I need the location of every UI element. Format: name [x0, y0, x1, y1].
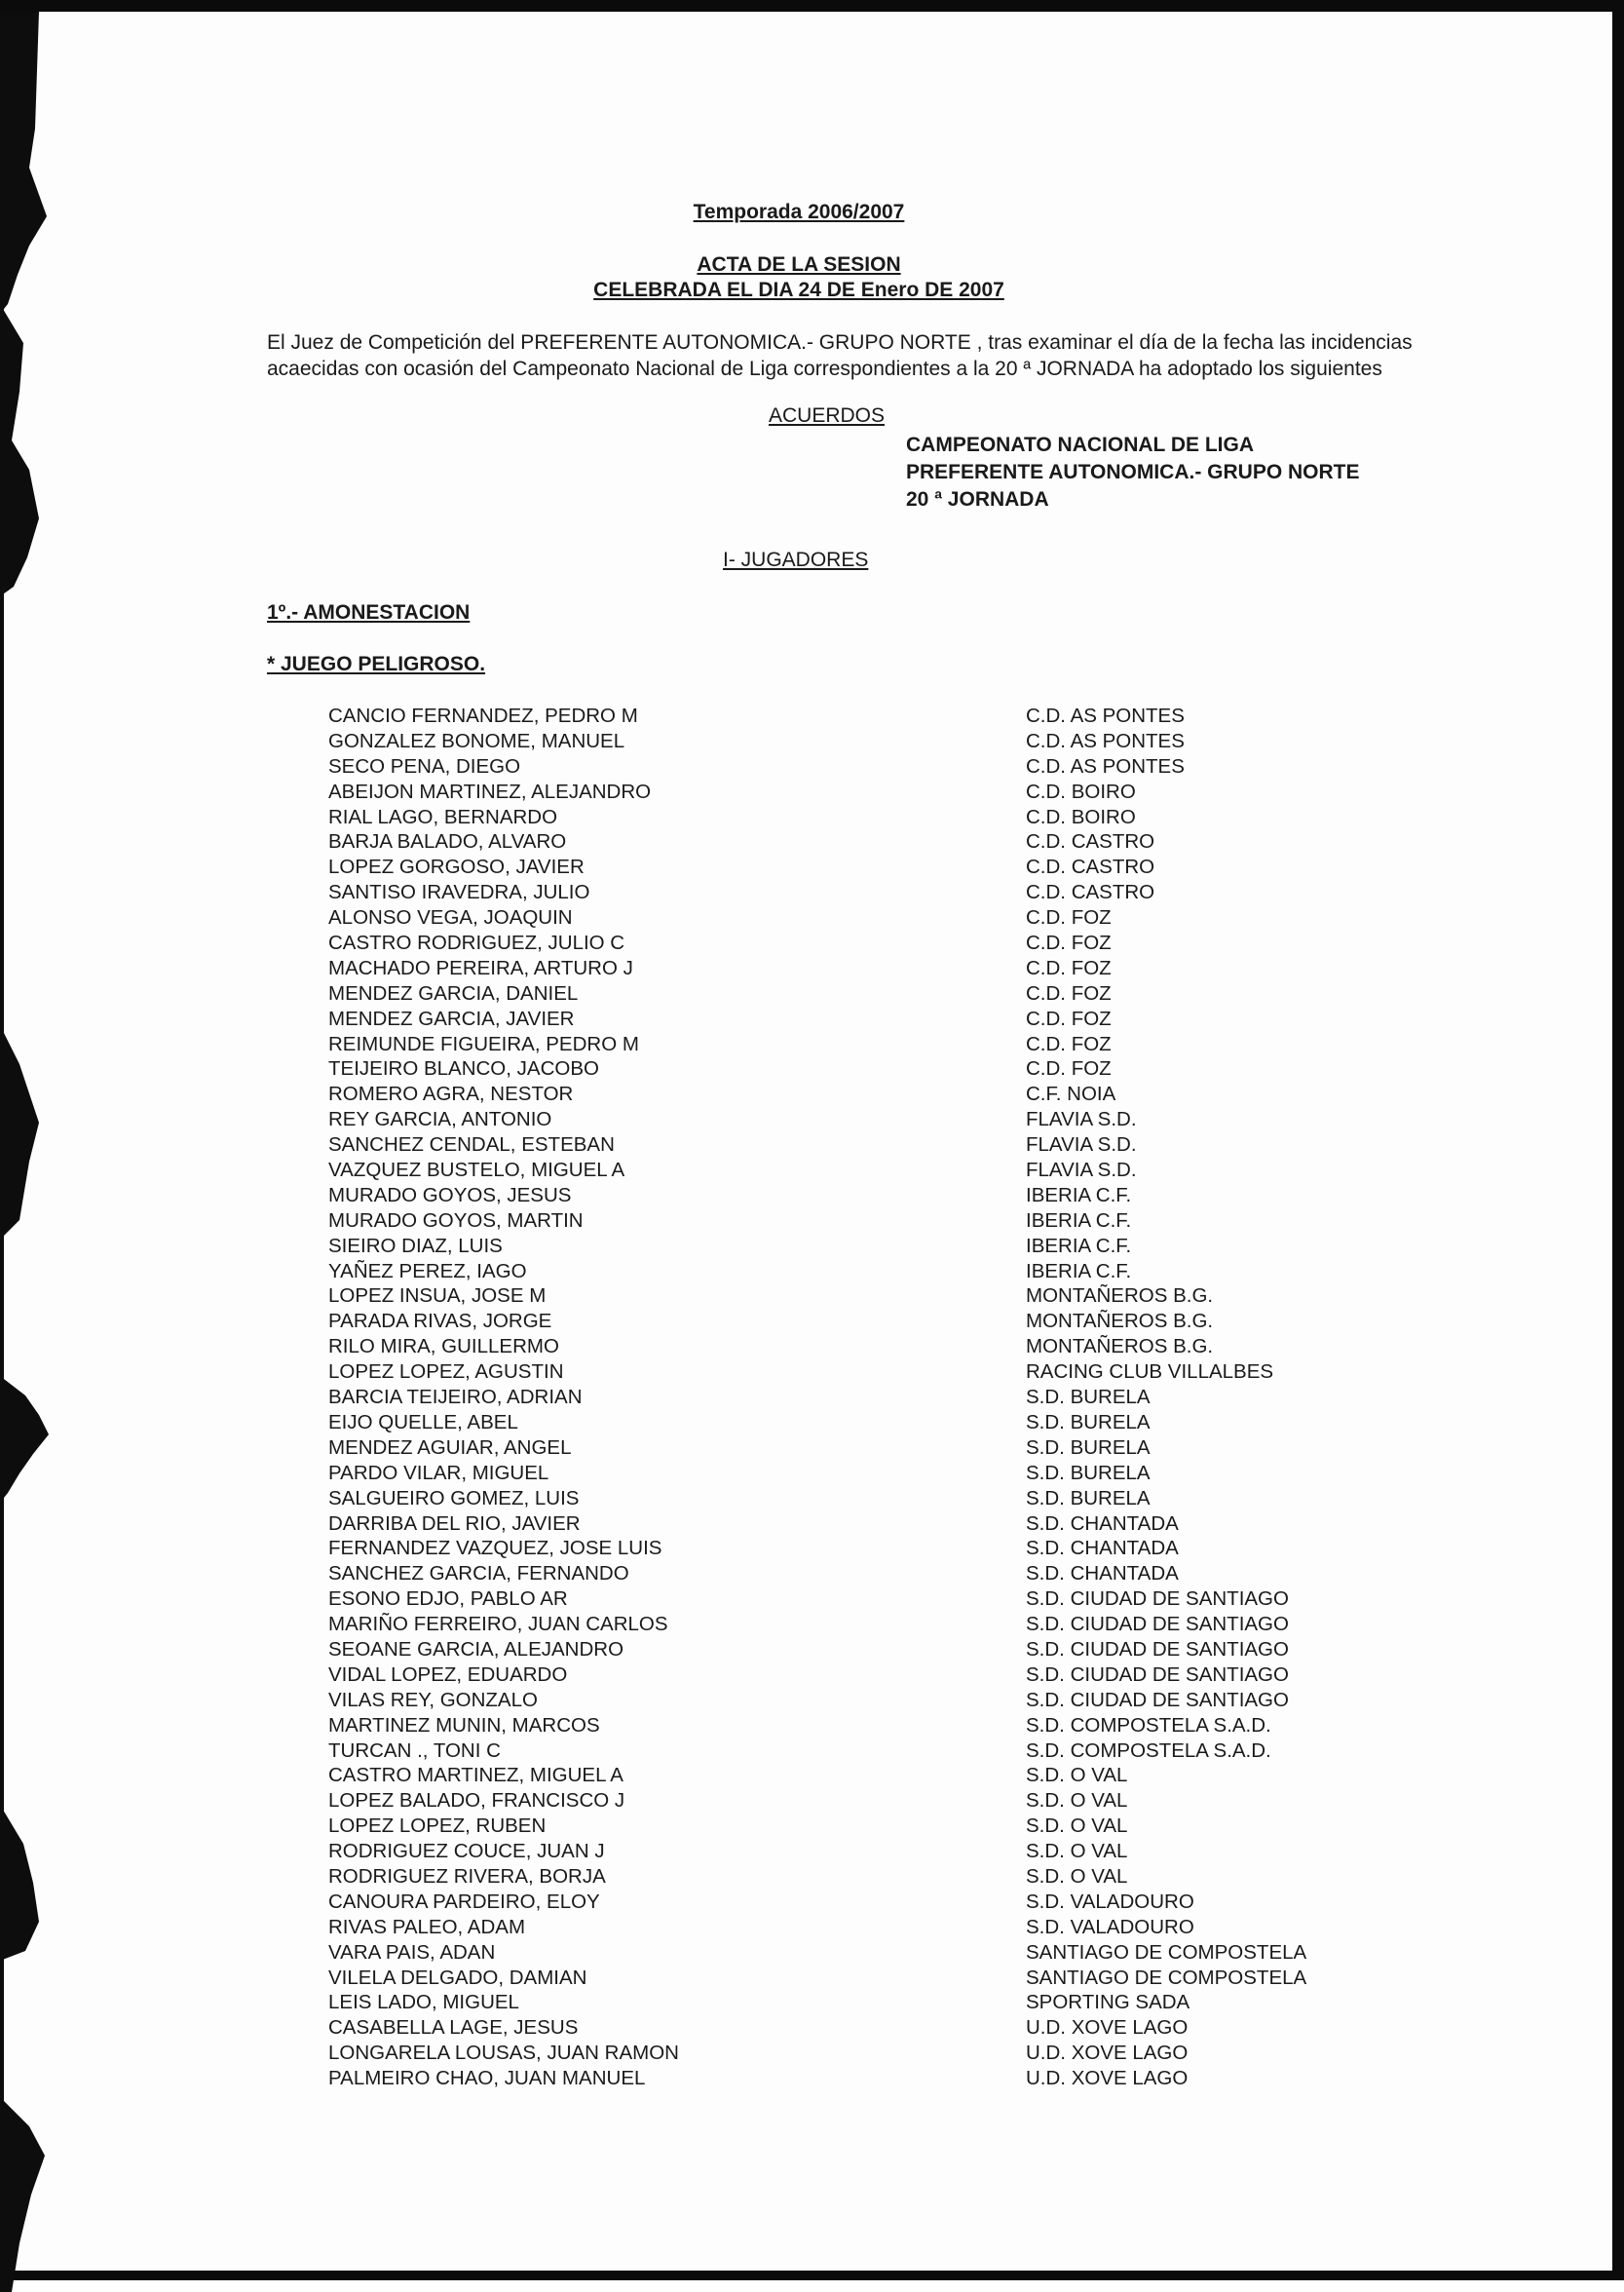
player-club: FLAVIA S.D. — [1026, 1159, 1137, 1182]
intro-line-2: acaecidas con ocasión del Campeonato Nacional de Liga correspondientes a la 20 ª JORNADA ha adoptado los siguientes — [267, 358, 1382, 380]
player-name: TEIJEIRO BLANCO, JACOBO — [328, 1057, 599, 1081]
players-list — [328, 704, 1400, 2091]
player-name: BARJA BALADO, ALVARO — [328, 830, 567, 854]
list-item — [328, 1788, 1400, 1814]
player-name: MACHADO PEREIRA, ARTURO J — [328, 956, 633, 979]
list-item — [328, 2015, 1400, 2041]
player-name: BARCIA TEIJEIRO, ADRIAN — [328, 1386, 583, 1409]
player-name: LOPEZ INSUA, JOSE M — [328, 1284, 547, 1308]
list-item — [328, 1612, 1400, 1637]
player-name: VAZQUEZ BUSTELO, MIGUEL A — [328, 1159, 625, 1182]
player-club: SANTIAGO DE COMPOSTELA — [1026, 1966, 1307, 1989]
player-name: LOPEZ LOPEZ, RUBEN — [328, 1814, 547, 1838]
intro-line-1: El Juez de Competición del PREFERENTE AUTONOMICA.- GRUPO NORTE , tras examinar el día de la fecha las incidencias — [267, 331, 1413, 354]
player-name: ABEIJON MARTINEZ, ALEJANDRO — [328, 780, 652, 803]
player-club: C.D. FOZ — [1026, 1032, 1112, 1055]
player-club: S.D. CHANTADA — [1026, 1537, 1179, 1560]
player-name: YAÑEZ PEREZ, IAGO — [328, 1259, 527, 1282]
player-club: C.D. CASTRO — [1026, 856, 1155, 879]
player-club: S.D. BURELA — [1026, 1386, 1151, 1409]
player-club: S.D. VALADOURO — [1026, 1915, 1194, 1938]
player-club: S.D. COMPOSTELA S.A.D. — [1026, 1713, 1271, 1737]
list-item — [328, 1511, 1400, 1537]
player-club: IBERIA C.F. — [1026, 1234, 1132, 1257]
season-title: Temporada 2006/2007 — [693, 201, 905, 223]
player-name: CANCIO FERNANDEZ, PEDRO M — [328, 705, 638, 727]
competition-line-3: 20 ª JORNADA — [906, 488, 1049, 511]
list-item — [328, 1915, 1400, 1940]
torn-left-edge — [0, 12, 68, 2292]
player-club: MONTAÑEROS B.G. — [1026, 1284, 1214, 1308]
player-name: LOPEZ BALADO, FRANCISCO J — [328, 1789, 625, 1813]
player-name: MENDEZ AGUIAR, ANGEL — [328, 1435, 572, 1459]
list-item — [328, 1435, 1400, 1461]
list-item — [328, 981, 1400, 1007]
list-item — [328, 1990, 1400, 2015]
list-item — [328, 805, 1400, 830]
list-item — [328, 1864, 1400, 1890]
player-club: SPORTING SADA — [1026, 1991, 1190, 2014]
player-name: RIVAS PALEO, ADAM — [328, 1915, 526, 1938]
player-name: RODRIGUEZ RIVERA, BORJA — [328, 1864, 606, 1888]
player-name: EIJO QUELLE, ABEL — [328, 1410, 518, 1433]
player-name: SALGUEIRO GOMEZ, LUIS — [328, 1486, 580, 1509]
player-name: RIAL LAGO, BERNARDO — [328, 805, 558, 828]
player-club: S.D. O VAL — [1026, 1789, 1128, 1813]
player-name: LOPEZ LOPEZ, AGUSTIN — [328, 1360, 564, 1384]
list-item — [328, 1461, 1400, 1486]
player-club: S.D. COMPOSTELA S.A.D. — [1026, 1738, 1271, 1762]
player-club: SANTIAGO DE COMPOSTELA — [1026, 1940, 1307, 1964]
player-club: S.D. VALADOURO — [1026, 1890, 1194, 1913]
list-item — [328, 754, 1400, 780]
player-name: SANTISO IRAVEDRA, JULIO — [328, 881, 590, 904]
player-club: C.D. FOZ — [1026, 1007, 1112, 1030]
player-name: CASTRO RODRIGUEZ, JULIO C — [328, 932, 625, 955]
player-club: S.D. CIUDAD DE SANTIAGO — [1026, 1688, 1289, 1711]
player-name: RILO MIRA, GUILLERMO — [328, 1335, 559, 1358]
list-item — [328, 1385, 1400, 1410]
player-name: MARTINEZ MUNIN, MARCOS — [328, 1713, 600, 1737]
player-name: ROMERO AGRA, NESTOR — [328, 1083, 574, 1106]
list-item — [328, 1688, 1400, 1713]
player-name: TURCAN ., TONI C — [328, 1738, 501, 1762]
list-item — [328, 1259, 1400, 1284]
subsection-amonestacion: 1º.- AMONESTACION — [267, 601, 471, 624]
list-item — [328, 1283, 1400, 1309]
list-item — [328, 1132, 1400, 1158]
list-item — [328, 1082, 1400, 1107]
section-heading-jugadores: I- JUGADORES — [723, 549, 869, 571]
list-item — [328, 1056, 1400, 1082]
player-club: C.F. NOIA — [1026, 1083, 1116, 1106]
list-item — [328, 1839, 1400, 1864]
player-club: C.D. FOZ — [1026, 906, 1112, 930]
player-club: S.D. O VAL — [1026, 1840, 1128, 1863]
competition-line-1: CAMPEONATO NACIONAL DE LIGA — [906, 434, 1255, 456]
player-club: U.D. XOVE LAGO — [1026, 2042, 1189, 2065]
player-name: RODRIGUEZ COUCE, JUAN J — [328, 1840, 605, 1863]
competition-line-2: PREFERENTE AUTONOMICA.- GRUPO NORTE — [906, 461, 1360, 483]
player-name: SIEIRO DIAZ, LUIS — [328, 1234, 503, 1257]
player-club: FLAVIA S.D. — [1026, 1108, 1137, 1131]
list-item — [328, 729, 1400, 754]
player-name: ESONO EDJO, PABLO AR — [328, 1587, 568, 1611]
list-item — [328, 855, 1400, 880]
player-name: MURADO GOYOS, JESUS — [328, 1183, 572, 1206]
player-club: S.D. BURELA — [1026, 1410, 1151, 1433]
list-item — [328, 1561, 1400, 1586]
player-club: S.D. CHANTADA — [1026, 1562, 1179, 1585]
list-item — [328, 1158, 1400, 1183]
player-club: IBERIA C.F. — [1026, 1183, 1132, 1206]
list-item — [328, 829, 1400, 855]
player-name: ALONSO VEGA, JOAQUIN — [328, 906, 573, 930]
player-name: PARDO VILAR, MIGUEL — [328, 1461, 549, 1484]
player-name: DARRIBA DEL RIO, JAVIER — [328, 1511, 581, 1535]
list-item — [328, 1890, 1400, 1915]
player-name: CASABELLA LAGE, JESUS — [328, 2016, 579, 2040]
list-item — [328, 956, 1400, 981]
player-club: S.D. CIUDAD DE SANTIAGO — [1026, 1662, 1289, 1686]
list-item — [328, 2041, 1400, 2066]
player-club: S.D. O VAL — [1026, 1864, 1128, 1888]
player-club: S.D. CIUDAD DE SANTIAGO — [1026, 1587, 1289, 1611]
session-date-title: CELEBRADA EL DIA 24 DE Enero DE 2007 — [593, 279, 1004, 301]
player-club: C.D. FOZ — [1026, 956, 1112, 979]
acta-title: ACTA DE LA SESION — [697, 253, 901, 276]
player-name: LOPEZ GORGOSO, JAVIER — [328, 856, 585, 879]
player-club: MONTAÑEROS B.G. — [1026, 1310, 1214, 1333]
player-club: S.D. O VAL — [1026, 1814, 1128, 1838]
player-name: SANCHEZ GARCIA, FERNANDO — [328, 1562, 629, 1585]
player-club: MONTAÑEROS B.G. — [1026, 1335, 1214, 1358]
list-item — [328, 1662, 1400, 1688]
player-club: C.D. BOIRO — [1026, 780, 1136, 803]
player-club: S.D. CIUDAD DE SANTIAGO — [1026, 1637, 1289, 1661]
player-club: S.D. BURELA — [1026, 1461, 1151, 1484]
player-club: C.D. FOZ — [1026, 981, 1112, 1005]
player-club: U.D. XOVE LAGO — [1026, 2067, 1189, 2090]
player-name: REY GARCIA, ANTONIO — [328, 1108, 552, 1131]
list-item — [328, 1410, 1400, 1435]
player-club: C.D. CASTRO — [1026, 881, 1155, 904]
list-item — [328, 1637, 1400, 1662]
list-item — [328, 1486, 1400, 1511]
list-item — [328, 704, 1400, 729]
player-name: MURADO GOYOS, MARTIN — [328, 1208, 584, 1232]
player-name: PALMEIRO CHAO, JUAN MANUEL — [328, 2067, 646, 2090]
list-item — [328, 780, 1400, 805]
list-item — [328, 1334, 1400, 1359]
player-name: REIMUNDE FIGUEIRA, PEDRO M — [328, 1032, 639, 1055]
player-name: VARA PAIS, ADAN — [328, 1940, 496, 1964]
list-item — [328, 1940, 1400, 1966]
list-item — [328, 1586, 1400, 1612]
player-name: LONGARELA LOUSAS, JUAN RAMON — [328, 2042, 679, 2065]
player-club: C.D. BOIRO — [1026, 805, 1136, 828]
player-club: C.D. AS PONTES — [1026, 705, 1185, 727]
player-name: MENDEZ GARCIA, JAVIER — [328, 1007, 575, 1030]
player-name: SANCHEZ CENDAL, ESTEBAN — [328, 1133, 615, 1157]
player-club: IBERIA C.F. — [1026, 1259, 1132, 1282]
list-item — [328, 2066, 1400, 2091]
list-item — [328, 1738, 1400, 1764]
intro-paragraph — [267, 329, 1514, 382]
list-item — [328, 1536, 1400, 1561]
player-name: MENDEZ GARCIA, DANIEL — [328, 981, 579, 1005]
list-item — [328, 1966, 1400, 1991]
player-club: S.D. CHANTADA — [1026, 1511, 1179, 1535]
list-item — [328, 1309, 1400, 1334]
player-name: PARADA RIVAS, JORGE — [328, 1310, 552, 1333]
player-name: MARIÑO FERREIRO, JUAN CARLOS — [328, 1613, 668, 1636]
player-club: C.D. CASTRO — [1026, 830, 1155, 854]
player-club: S.D. BURELA — [1026, 1486, 1151, 1509]
list-item — [328, 1208, 1400, 1234]
player-name: SECO PENA, DIEGO — [328, 754, 521, 778]
list-item — [328, 1713, 1400, 1738]
list-item — [328, 1183, 1400, 1208]
player-club: S.D. O VAL — [1026, 1764, 1128, 1787]
player-club: C.D. FOZ — [1026, 1057, 1112, 1081]
player-name: VILELA DELGADO, DAMIAN — [328, 1966, 587, 1989]
list-item — [328, 905, 1400, 931]
player-club: IBERIA C.F. — [1026, 1208, 1132, 1232]
list-item — [328, 1359, 1400, 1385]
player-club: RACING CLUB VILLALBES — [1026, 1360, 1274, 1384]
player-club: S.D. CIUDAD DE SANTIAGO — [1026, 1613, 1289, 1636]
category-juego-peligroso: * JUEGO PELIGROSO. — [267, 653, 486, 675]
player-name: CANOURA PARDEIRO, ELOY — [328, 1890, 600, 1913]
player-name: CASTRO MARTINEZ, MIGUEL A — [328, 1764, 623, 1787]
player-name: VIDAL LOPEZ, EDUARDO — [328, 1662, 568, 1686]
player-club: C.D. FOZ — [1026, 932, 1112, 955]
list-item — [328, 1234, 1400, 1259]
list-item — [328, 1032, 1400, 1057]
player-name: GONZALEZ BONOME, MANUEL — [328, 729, 625, 752]
list-item — [328, 1107, 1400, 1132]
player-name: VILAS REY, GONZALO — [328, 1688, 538, 1711]
player-name: FERNANDEZ VAZQUEZ, JOSE LUIS — [328, 1537, 662, 1560]
player-name: SEOANE GARCIA, ALEJANDRO — [328, 1637, 624, 1661]
acuerdos-heading: ACUERDOS — [769, 404, 886, 427]
player-club: C.D. AS PONTES — [1026, 729, 1185, 752]
player-club: U.D. XOVE LAGO — [1026, 2016, 1189, 2040]
list-item — [328, 880, 1400, 905]
player-club: C.D. AS PONTES — [1026, 754, 1185, 778]
list-item — [328, 931, 1400, 956]
player-club: S.D. BURELA — [1026, 1435, 1151, 1459]
list-item — [328, 1007, 1400, 1032]
player-name: LEIS LADO, MIGUEL — [328, 1991, 519, 2014]
competition-block — [906, 432, 1360, 514]
list-item — [328, 1814, 1400, 1839]
list-item — [328, 1763, 1400, 1788]
player-club: FLAVIA S.D. — [1026, 1133, 1137, 1157]
